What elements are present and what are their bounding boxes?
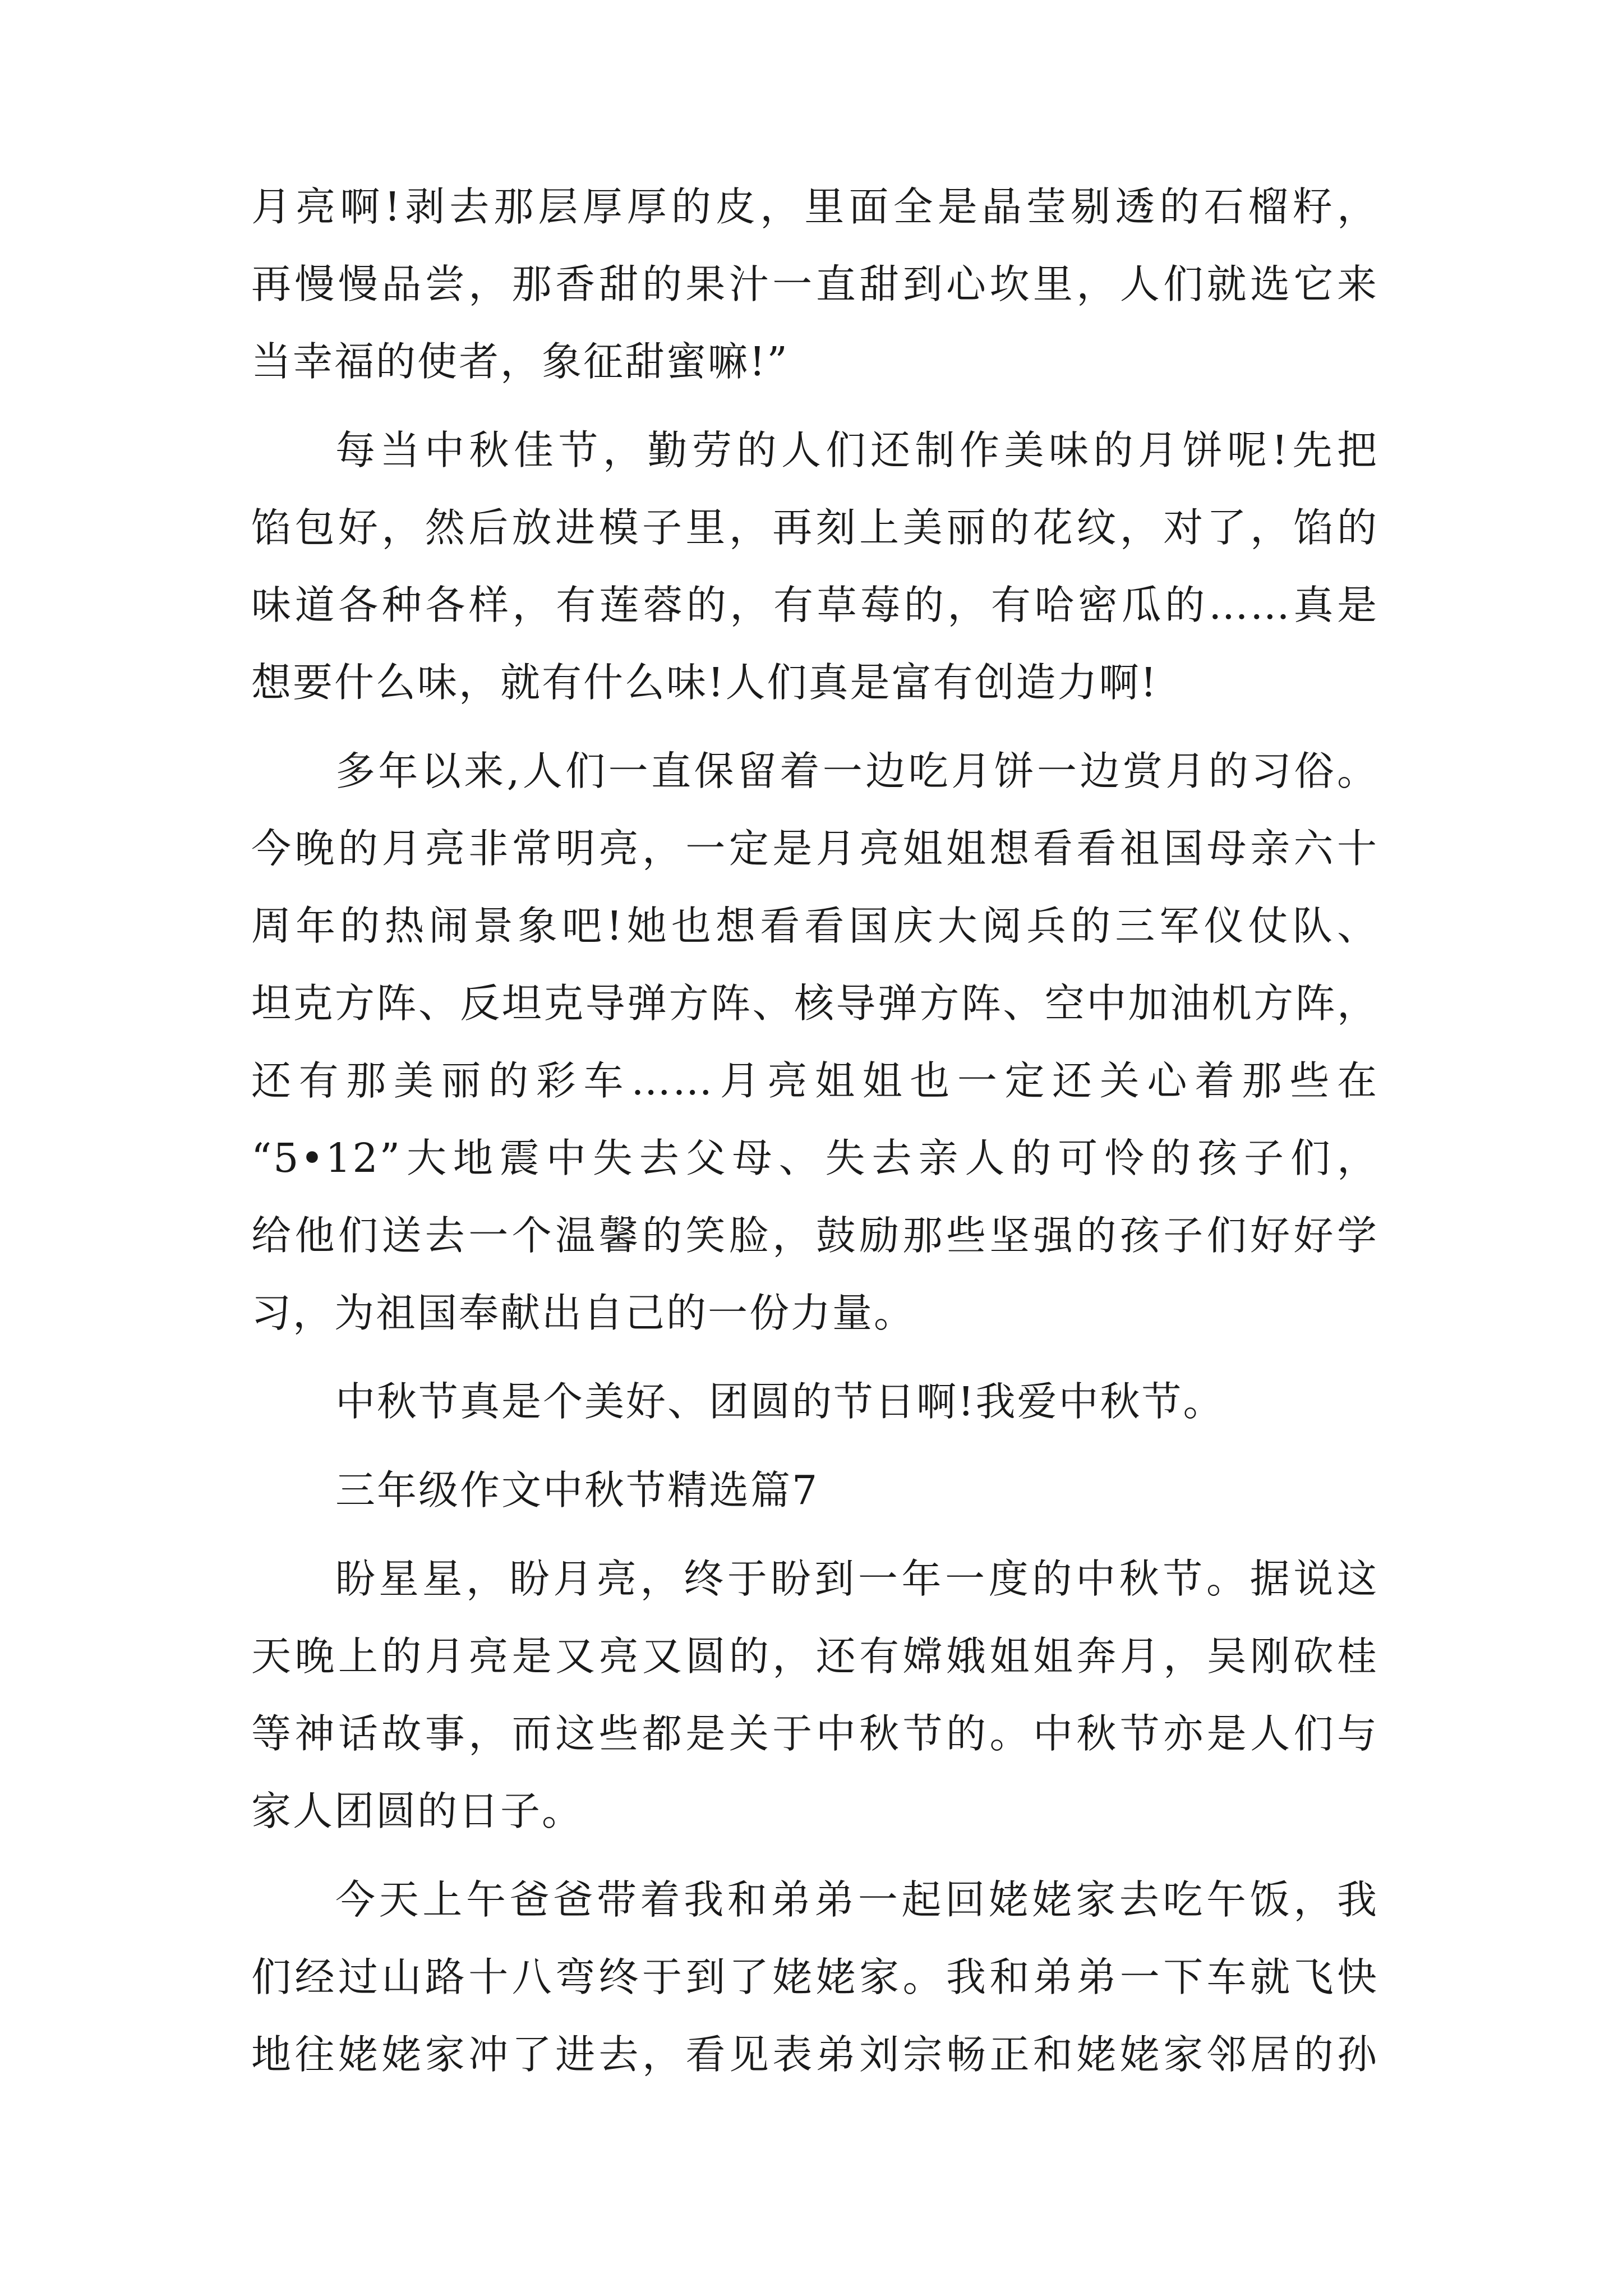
text-line: 天晚上的月亮是又亮又圆的，还有嫦娥姐姐奔月，吴刚砍桂 — [251, 1633, 1378, 1680]
text-line: 再慢慢品尝，那香甜的果汁一直甜到心坎里，人们就选它来 — [251, 261, 1378, 307]
text-line: 们经过山路十八弯终于到了姥姥家。我和弟弟一下车就飞快 — [251, 1954, 1378, 2000]
text-line: 习，为祖国奉献出自己的一份力量。 — [251, 1290, 916, 1336]
text-line: 地往姥姥家冲了进去，看见表弟刘宗畅正和姥姥家邻居的孙 — [251, 2031, 1378, 2078]
text-line: 等神话故事，而这些都是关于中秋节的。中秋节亦是人们与 — [251, 1710, 1378, 1757]
text-line: 馅包好，然后放进模子里，再刻上美丽的花纹，对了，馅的 — [251, 504, 1378, 551]
text-line: 今晚的月亮非常明亮，一定是月亮姐姐想看看祖国母亲六十 — [251, 825, 1378, 872]
text-line: 每当中秋佳节，勤劳的人们还制作美味的月饼呢!先把 — [335, 427, 1378, 473]
text-line: 还有那美丽的彩车……月亮姐姐也一定还关心着那些在 — [251, 1057, 1378, 1104]
text-line: “5•12”大地震中失去父母、失去亲人的可怜的孩子们， — [251, 1135, 1378, 1181]
text-line: 多年以来,人们一直保留着一边吃月饼一边赏月的习俗。 — [335, 748, 1378, 794]
text-line: 味道各种各样，有莲蓉的，有草莓的，有哈密瓜的……真是 — [251, 582, 1378, 628]
text-line: 月亮啊!剥去那层厚厚的皮，里面全是晶莹剔透的石榴籽， — [251, 183, 1378, 230]
text-line: 盼星星，盼月亮，终于盼到一年一度的中秋节。据说这 — [335, 1556, 1378, 1602]
text-line: 今天上午爸爸带着我和弟弟一起回姥姥家去吃午饭，我 — [335, 1876, 1378, 1923]
text-line: 家人团圆的日子。 — [251, 1788, 584, 1834]
text-line: 给他们送去一个温馨的笑脸，鼓励那些坚强的孩子们好好学 — [251, 1212, 1378, 1259]
text-line: 坦克方阵、反坦克导弹方阵、核导弹方阵、空中加油机方阵， — [251, 980, 1378, 1027]
section-heading: 三年级作文中秋节精选篇7 — [335, 1467, 819, 1513]
text-line: 想要什么味，就有什么味!人们真是富有创造力啊! — [251, 659, 1159, 706]
text-line: 周年的热闹景象吧!她也想看看国庆大阅兵的三军仪仗队、 — [251, 903, 1378, 949]
text-line: 中秋节真是个美好、团圆的节日啊!我爱中秋节。 — [335, 1378, 1225, 1425]
text-line: 当幸福的使者，象征甜蜜嘛!” — [251, 338, 789, 385]
document-body — [251, 168, 1378, 2093]
